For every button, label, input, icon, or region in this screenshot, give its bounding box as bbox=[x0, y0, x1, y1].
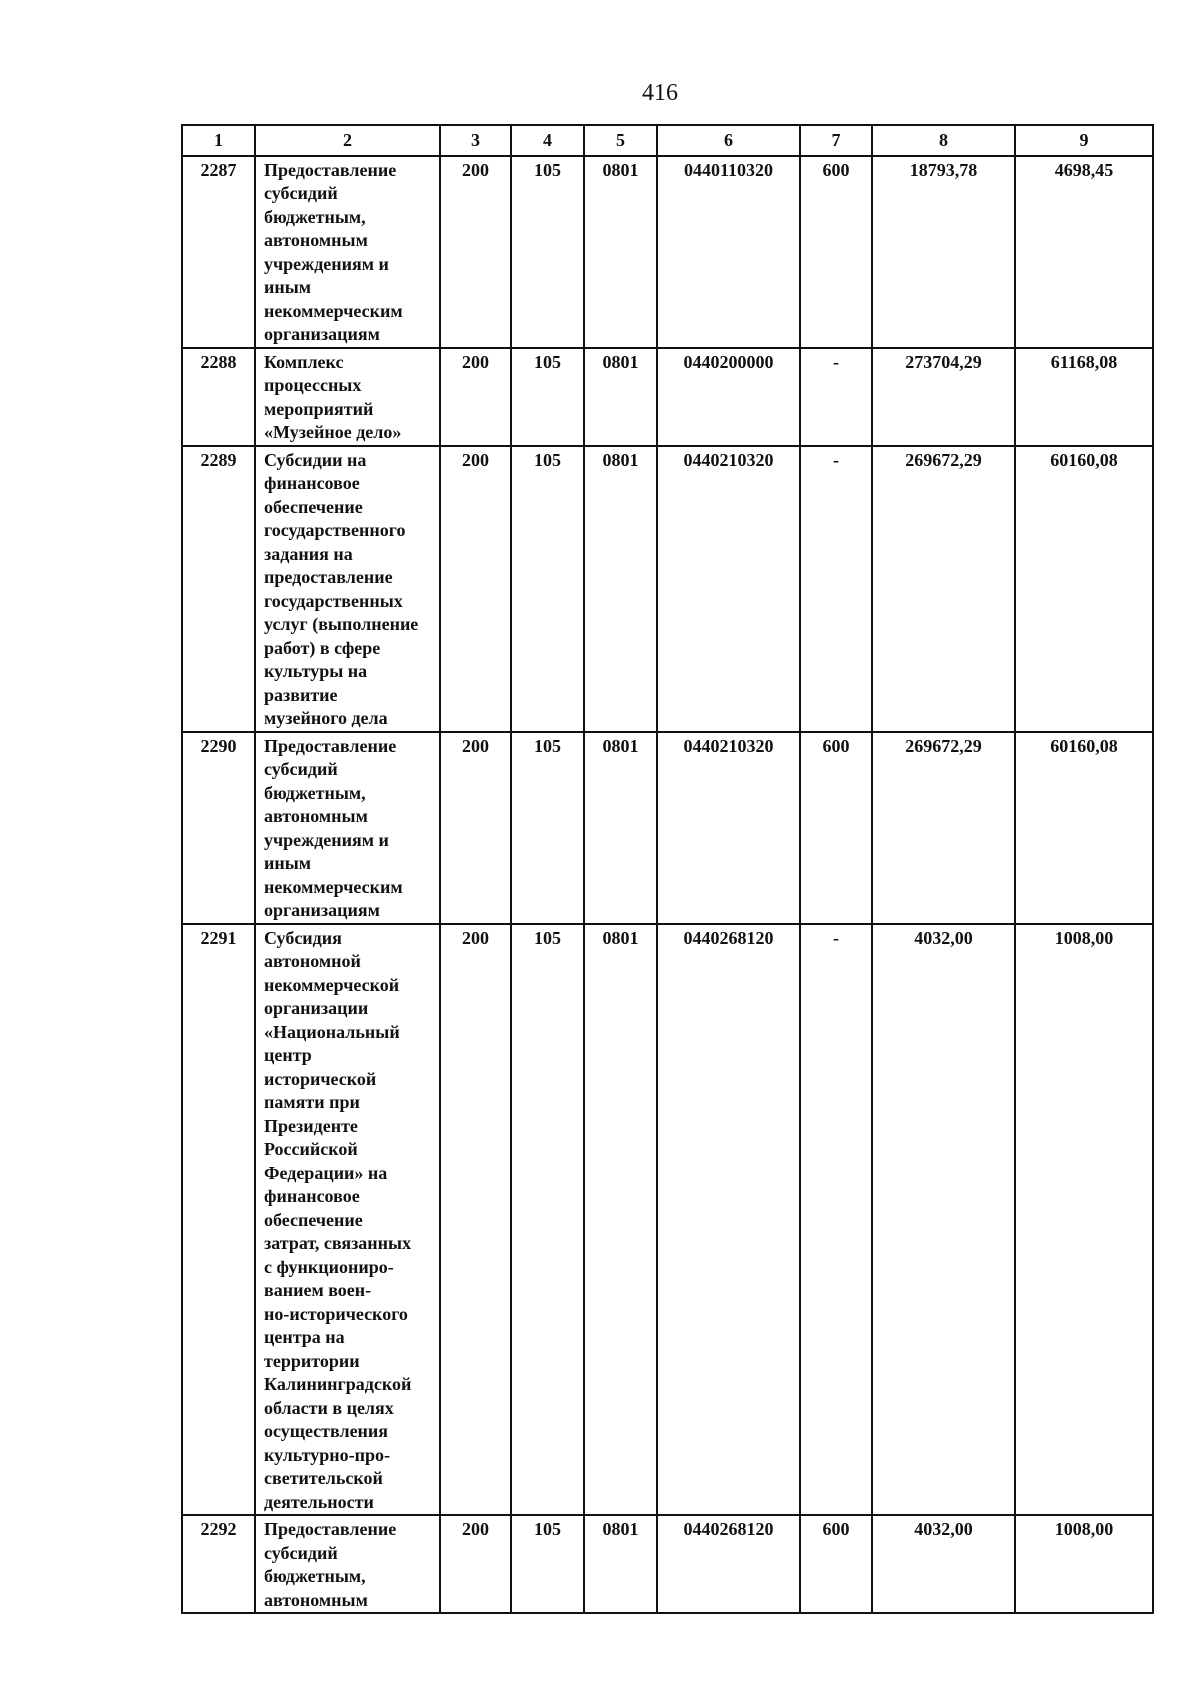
name-line: Российской bbox=[264, 1139, 358, 1159]
col-6-code: 0440110320 bbox=[657, 156, 800, 348]
col-6-code: 0440210320 bbox=[657, 732, 800, 924]
row-number: 2288 bbox=[182, 348, 255, 446]
table-row bbox=[182, 156, 1153, 348]
name-line: осуществления bbox=[264, 1421, 389, 1441]
name-line: памяти при bbox=[264, 1092, 360, 1112]
row-name bbox=[255, 924, 440, 1516]
name-line: иным bbox=[264, 277, 312, 297]
col-3-value: 200 bbox=[440, 1515, 511, 1613]
name-line: организации bbox=[264, 998, 369, 1018]
name-line: Комплекс bbox=[264, 351, 344, 372]
col-8-amount: 273704,29 bbox=[872, 348, 1015, 446]
col-4-value: 105 bbox=[511, 156, 584, 348]
row-number: 2289 bbox=[182, 446, 255, 732]
name-line: организациям bbox=[264, 324, 380, 344]
col-8-amount: 4032,00 bbox=[872, 924, 1015, 1516]
col-7-value: - bbox=[800, 924, 872, 1516]
row-number: 2292 bbox=[182, 1515, 255, 1613]
row-name bbox=[255, 732, 440, 924]
name-line: культуры на bbox=[264, 661, 368, 681]
name-line: государственного bbox=[264, 520, 406, 540]
name-line: но-исторического bbox=[264, 1303, 408, 1324]
col-9-amount: 4698,45 bbox=[1015, 156, 1153, 348]
col-9-amount: 1008,00 bbox=[1015, 924, 1153, 1516]
col-3-value: 200 bbox=[440, 924, 511, 1516]
table-row bbox=[182, 1515, 1153, 1613]
name-line: исторической bbox=[264, 1068, 377, 1089]
col-4-value: 105 bbox=[511, 446, 584, 732]
row-number: 2291 bbox=[182, 924, 255, 1516]
table-header-row bbox=[182, 125, 1153, 156]
name-line: автономным bbox=[264, 1589, 368, 1610]
name-line: музейного дела bbox=[264, 708, 388, 728]
col-5-value: 0801 bbox=[584, 732, 657, 924]
table-row bbox=[182, 732, 1153, 924]
name-line: учреждениям и bbox=[264, 829, 389, 850]
name-line: затрат, связанных bbox=[264, 1233, 412, 1253]
col-4-value: 105 bbox=[511, 348, 584, 446]
col-8-amount: 269672,29 bbox=[872, 446, 1015, 732]
col-6-code: 0440200000 bbox=[657, 348, 800, 446]
table-row bbox=[182, 446, 1153, 732]
name-line: «Национальный bbox=[264, 1021, 400, 1042]
col-7-value: - bbox=[800, 446, 872, 732]
name-line: автономной bbox=[264, 951, 361, 971]
name-line: учреждениям и bbox=[264, 253, 389, 274]
name-line: задания на bbox=[264, 543, 353, 564]
header-col-9: 9 bbox=[1015, 125, 1153, 156]
name-line: субсидий bbox=[264, 759, 338, 779]
col-7-value: 600 bbox=[800, 732, 872, 924]
name-line: Федерации» на bbox=[264, 1162, 388, 1183]
name-line: мероприятий bbox=[264, 398, 374, 419]
name-line: государственных bbox=[264, 590, 403, 611]
name-line: автономным bbox=[264, 806, 368, 826]
name-line: бюджетным, bbox=[264, 206, 366, 227]
col-9-amount: 1008,00 bbox=[1015, 1515, 1153, 1613]
col-6-code: 0440268120 bbox=[657, 1515, 800, 1613]
col-3-value: 200 bbox=[440, 732, 511, 924]
col-3-value: 200 bbox=[440, 348, 511, 446]
name-line: финансовое bbox=[264, 473, 360, 493]
table-row bbox=[182, 924, 1153, 1516]
col-4-value: 105 bbox=[511, 732, 584, 924]
budget-table bbox=[181, 124, 1154, 1614]
name-line: организациям bbox=[264, 900, 380, 920]
name-line: культурно-про- bbox=[264, 1444, 390, 1465]
header-col-8: 8 bbox=[872, 125, 1015, 156]
col-5-value: 0801 bbox=[584, 1515, 657, 1613]
name-line: бюджетным, bbox=[264, 1566, 366, 1586]
name-line: субсидий bbox=[264, 1542, 338, 1563]
name-line: Калининградской bbox=[264, 1374, 412, 1394]
row-name bbox=[255, 446, 440, 732]
header-col-7: 7 bbox=[800, 125, 872, 156]
col-4-value: 105 bbox=[511, 1515, 584, 1613]
name-line: работ) в сфере bbox=[264, 637, 381, 658]
name-line: некоммерческим bbox=[264, 876, 403, 897]
header-col-2: 2 bbox=[255, 125, 440, 156]
name-line: Предоставление bbox=[264, 735, 397, 756]
table-body bbox=[182, 156, 1153, 1614]
col-9-amount: 60160,08 bbox=[1015, 446, 1153, 732]
col-9-amount: 60160,08 bbox=[1015, 732, 1153, 924]
name-line: Субсидия bbox=[264, 927, 342, 948]
page-number: 416 bbox=[642, 80, 678, 106]
name-line: обеспечение bbox=[264, 1209, 363, 1230]
name-line: иным bbox=[264, 853, 312, 873]
name-line: центр bbox=[264, 1045, 312, 1065]
name-line: финансовое bbox=[264, 1186, 360, 1206]
col-8-amount: 269672,29 bbox=[872, 732, 1015, 924]
header-col-4: 4 bbox=[511, 125, 584, 156]
header-col-3: 3 bbox=[440, 125, 511, 156]
name-line: с функциониро- bbox=[264, 1256, 394, 1277]
name-line: Предоставление bbox=[264, 1519, 397, 1539]
name-line: автономным bbox=[264, 230, 368, 250]
name-line: деятельности bbox=[264, 1491, 374, 1512]
row-name bbox=[255, 1515, 440, 1613]
name-line: центра на bbox=[264, 1327, 345, 1347]
header-col-1: 1 bbox=[182, 125, 255, 156]
name-line: процессных bbox=[264, 375, 362, 395]
col-7-value: - bbox=[800, 348, 872, 446]
name-line: ванием воен- bbox=[264, 1280, 372, 1300]
name-line: услуг (выполнение bbox=[264, 614, 419, 634]
row-name bbox=[255, 348, 440, 446]
name-line: Президенте bbox=[264, 1115, 358, 1136]
name-line: Субсидии на bbox=[264, 449, 367, 470]
col-8-amount: 4032,00 bbox=[872, 1515, 1015, 1613]
name-line: предоставление bbox=[264, 567, 393, 587]
name-line: субсидий bbox=[264, 183, 338, 203]
name-line: некоммерческим bbox=[264, 300, 403, 321]
col-5-value: 0801 bbox=[584, 156, 657, 348]
col-5-value: 0801 bbox=[584, 924, 657, 1516]
row-name bbox=[255, 156, 440, 348]
name-line: «Музейное дело» bbox=[264, 422, 402, 442]
col-8-amount: 18793,78 bbox=[872, 156, 1015, 348]
table-row bbox=[182, 348, 1153, 446]
col-7-value: 600 bbox=[800, 156, 872, 348]
col-4-value: 105 bbox=[511, 924, 584, 1516]
row-number: 2290 bbox=[182, 732, 255, 924]
name-line: некоммерческой bbox=[264, 974, 400, 995]
col-9-amount: 61168,08 bbox=[1015, 348, 1153, 446]
name-line: территории bbox=[264, 1350, 360, 1371]
col-7-value: 600 bbox=[800, 1515, 872, 1613]
col-5-value: 0801 bbox=[584, 348, 657, 446]
col-6-code: 0440210320 bbox=[657, 446, 800, 732]
col-3-value: 200 bbox=[440, 446, 511, 732]
name-line: обеспечение bbox=[264, 496, 363, 517]
col-6-code: 0440268120 bbox=[657, 924, 800, 1516]
name-line: светительской bbox=[264, 1468, 383, 1488]
header-col-6: 6 bbox=[657, 125, 800, 156]
col-5-value: 0801 bbox=[584, 446, 657, 732]
name-line: области в целях bbox=[264, 1397, 394, 1418]
col-3-value: 200 bbox=[440, 156, 511, 348]
name-line: развитие bbox=[264, 684, 338, 705]
name-line: Предоставление bbox=[264, 159, 397, 180]
name-line: бюджетным, bbox=[264, 782, 366, 803]
row-number: 2287 bbox=[182, 156, 255, 348]
header-col-5: 5 bbox=[584, 125, 657, 156]
